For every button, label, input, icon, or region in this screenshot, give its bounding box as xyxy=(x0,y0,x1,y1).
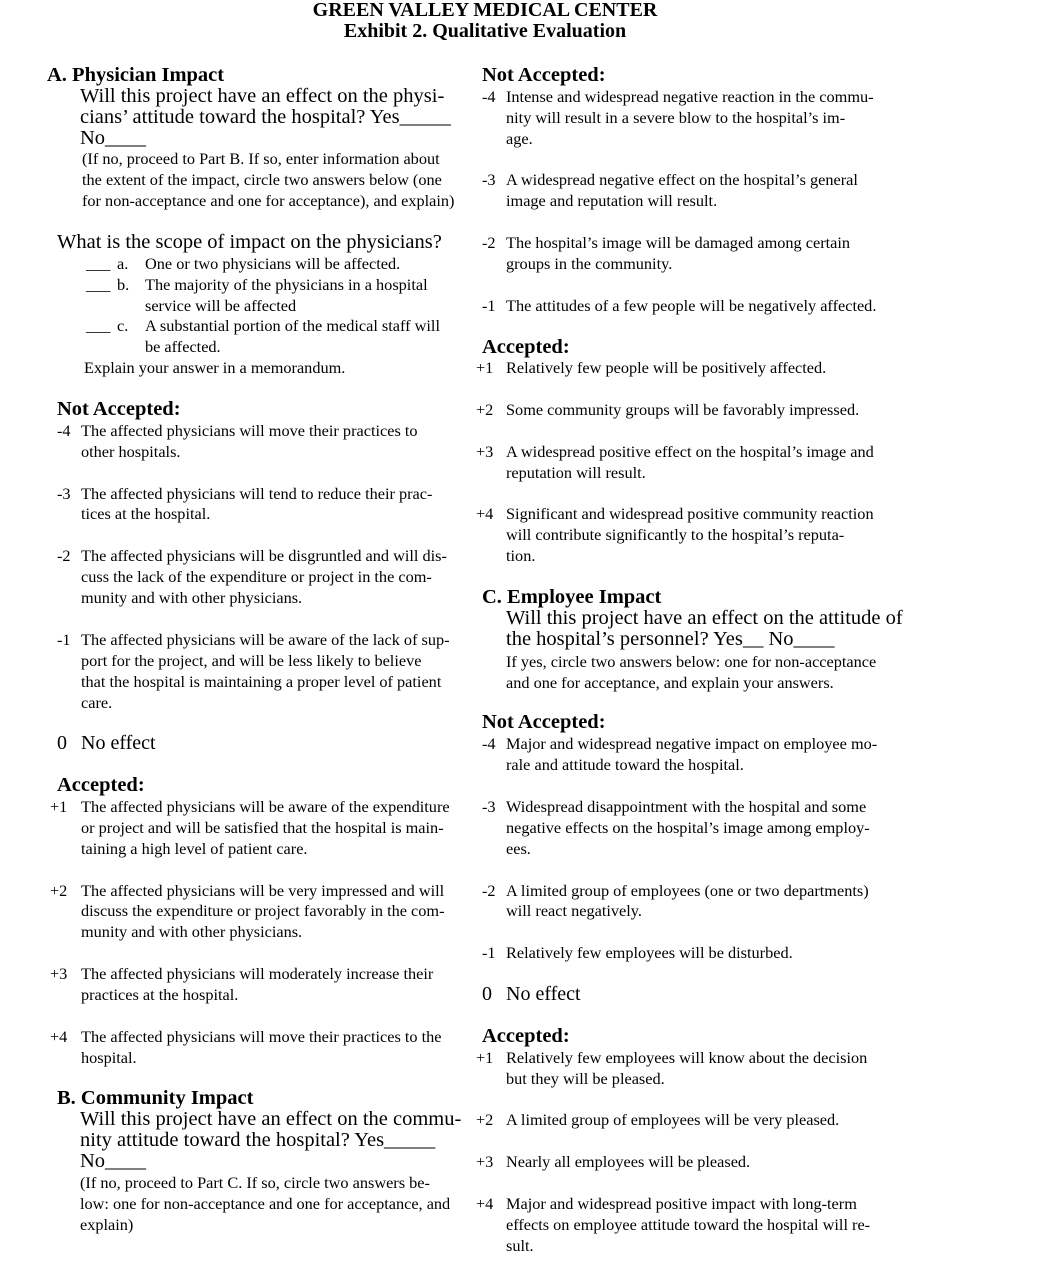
rating-text: munity and with other physicians. xyxy=(81,588,303,607)
rating-text: munity and with other physicians. xyxy=(81,922,303,941)
rating-text: care. xyxy=(81,693,113,712)
section-c-title: C. Employee Impact xyxy=(482,586,662,608)
rating-score: -4 xyxy=(482,734,496,753)
rating-score: -1 xyxy=(482,943,496,962)
rating-score: +2 xyxy=(476,1110,494,1129)
rating-text: The attitudes of a few people will be negatively affected. xyxy=(506,296,877,315)
scope-blank[interactable]: ___ xyxy=(86,254,111,273)
rating-text: other hospitals. xyxy=(81,442,181,461)
rating-text: Significant and widespread positive community reaction xyxy=(506,504,874,523)
section-c-instructions-line: If yes, circle two answers below: one for non-acceptance xyxy=(506,652,877,671)
section-b-question-line: nity attitude toward the hospital? Yes_____ xyxy=(80,1129,436,1151)
rating-score: -3 xyxy=(57,484,71,503)
rating-score: +2 xyxy=(50,881,68,900)
rating-text: Relatively few people will be positively affected. xyxy=(506,358,827,377)
rating-text: but they will be pleased. xyxy=(506,1069,665,1088)
document-title: GREEN VALLEY MEDICAL CENTER xyxy=(312,0,658,21)
rating-text: that the hospital is maintaining a proper level of patient xyxy=(81,672,442,691)
rating-score: +4 xyxy=(50,1027,68,1046)
section-b-title: B. Community Impact xyxy=(57,1087,254,1109)
rating-score: -3 xyxy=(482,170,496,189)
not-accepted-heading: Not Accepted: xyxy=(482,64,606,86)
rating-text: Major and widespread positive impact with long-term xyxy=(506,1194,857,1213)
rating-score: -2 xyxy=(57,546,71,565)
not-accepted-heading: Not Accepted: xyxy=(482,711,606,733)
rating-text: Nearly all employees will be pleased. xyxy=(506,1152,751,1171)
rating-text: The hospital’s image will be damaged among certain xyxy=(506,233,851,252)
rating-score: -4 xyxy=(482,87,496,106)
rating-text: Relatively few employees will know about the decision xyxy=(506,1048,868,1067)
rating-score: +3 xyxy=(476,442,494,461)
scope-text: A substantial portion of the medical staff will xyxy=(145,316,440,335)
scope-letter: a. xyxy=(117,254,129,273)
rating-score: -4 xyxy=(57,421,71,440)
rating-text: The affected physicians will be very impressed and will xyxy=(81,881,445,900)
rating-score: +2 xyxy=(476,400,494,419)
rating-score: 0 xyxy=(482,983,492,1005)
section-b-question-line: No____ xyxy=(80,1150,147,1172)
rating-score: +1 xyxy=(476,358,494,377)
rating-text: The affected physicians will be aware of the lack of sup- xyxy=(81,630,450,649)
rating-text: will react negatively. xyxy=(506,901,642,920)
rating-text: hospital. xyxy=(81,1048,137,1067)
rating-text: cuss the lack of the expenditure or project in the com- xyxy=(81,567,432,586)
rating-score: -1 xyxy=(57,630,71,649)
section-b-instructions-line: (If no, proceed to Part C. If so, circle two answers be- xyxy=(80,1173,430,1192)
explain-instruction: Explain your answer in a memorandum. xyxy=(84,358,346,377)
rating-text: No effect xyxy=(506,983,581,1005)
rating-score: -2 xyxy=(482,881,496,900)
rating-text: A limited group of employees will be very pleased. xyxy=(506,1110,840,1129)
rating-text: Widespread disappointment with the hospital and some xyxy=(506,797,867,816)
rating-text: sult. xyxy=(506,1236,534,1255)
rating-text: No effect xyxy=(81,732,156,754)
rating-text: The affected physicians will moderately increase their xyxy=(81,964,434,983)
rating-text: discuss the expenditure or project favorably in the com- xyxy=(81,901,445,920)
scope-text: be affected. xyxy=(145,337,221,356)
rating-text: will contribute significantly to the hospital’s reputa- xyxy=(506,525,845,544)
rating-score: -3 xyxy=(482,797,496,816)
section-c-question-line: Will this project have an effect on the attitude of xyxy=(506,607,903,629)
scope-text: One or two physicians will be affected. xyxy=(145,254,401,273)
rating-text: The affected physicians will be aware of the expenditure xyxy=(81,797,450,816)
rating-text: rale and attitude toward the hospital. xyxy=(506,755,744,774)
scope-blank[interactable]: ___ xyxy=(86,275,111,294)
rating-text: reputation will result. xyxy=(506,463,646,482)
rating-text: A widespread positive effect on the hospital’s image and xyxy=(506,442,874,461)
section-a-title: A. Physician Impact xyxy=(47,64,225,86)
scope-letter: b. xyxy=(117,275,130,294)
rating-score: 0 xyxy=(57,732,67,754)
rating-text: A limited group of employees (one or two departments) xyxy=(506,881,869,900)
section-b-instructions-line: explain) xyxy=(80,1215,134,1234)
section-a-instructions-line: the extent of the impact, circle two answers below (one xyxy=(82,170,442,189)
rating-text: Intense and widespread negative reaction in the commu- xyxy=(506,87,874,106)
rating-text: port for the project, and will be less likely to believe xyxy=(81,651,422,670)
section-a-question-line: cians’ attitude toward the hospital? Yes_____ xyxy=(80,106,451,128)
rating-text: taining a high level of patient care. xyxy=(81,839,308,858)
scope-text: service will be affected xyxy=(145,296,297,315)
rating-text: tices at the hospital. xyxy=(81,504,211,523)
rating-text: The affected physicians will be disgruntled and will dis- xyxy=(81,546,447,565)
rating-text: Relatively few employees will be disturbed. xyxy=(506,943,793,962)
rating-text: image and reputation will result. xyxy=(506,191,718,210)
section-a-question-line: Will this project have an effect on the physi- xyxy=(80,85,445,107)
rating-score: -1 xyxy=(482,296,496,315)
accepted-heading: Accepted: xyxy=(57,774,145,796)
rating-text: groups in the community. xyxy=(506,254,673,273)
accepted-heading: Accepted: xyxy=(482,1025,570,1047)
section-b-instructions-line: low: one for non-acceptance and one for acceptance, and xyxy=(80,1194,451,1213)
section-a-question-line: No____ xyxy=(80,127,147,149)
rating-score: +4 xyxy=(476,504,494,523)
rating-text: A widespread negative effect on the hospital’s general xyxy=(506,170,858,189)
rating-score: +1 xyxy=(50,797,68,816)
rating-text: The affected physicians will move their practices to the xyxy=(81,1027,442,1046)
section-a-instructions-line: for non-acceptance and one for acceptance), and explain) xyxy=(82,191,455,210)
rating-text: tion. xyxy=(506,546,536,565)
not-accepted-heading: Not Accepted: xyxy=(57,398,181,420)
section-b-question-line: Will this project have an effect on the commu- xyxy=(80,1108,462,1130)
scope-letter: c. xyxy=(117,316,129,335)
scope-question: What is the scope of impact on the physicians? xyxy=(57,231,442,253)
rating-text: ees. xyxy=(506,839,531,858)
section-a-instructions-line: (If no, proceed to Part B. If so, enter information about xyxy=(82,149,440,168)
rating-text: The affected physicians will move their practices to xyxy=(81,421,418,440)
rating-text: Some community groups will be favorably impressed. xyxy=(506,400,860,419)
rating-text: nity will result in a severe blow to the hospital’s im- xyxy=(506,108,846,127)
rating-text: The affected physicians will tend to reduce their prac- xyxy=(81,484,433,503)
rating-text: negative effects on the hospital’s image among employ- xyxy=(506,818,870,837)
rating-score: +3 xyxy=(476,1152,494,1171)
scope-text: The majority of the physicians in a hospital xyxy=(145,275,428,294)
rating-score: +3 xyxy=(50,964,68,983)
accepted-heading: Accepted: xyxy=(482,336,570,358)
rating-text: effects on employee attitude toward the hospital will re- xyxy=(506,1215,871,1234)
section-c-instructions-line: and one for acceptance, and explain your answers. xyxy=(506,673,834,692)
rating-text: Major and widespread negative impact on employee mo- xyxy=(506,734,878,753)
section-c-question-line: the hospital’s personnel? Yes__ No____ xyxy=(506,628,835,650)
rating-text: practices at the hospital. xyxy=(81,985,239,1004)
exhibit-title: Exhibit 2. Qualitative Evaluation xyxy=(343,20,627,42)
rating-text: age. xyxy=(506,129,533,148)
rating-score: +4 xyxy=(476,1194,494,1213)
scope-blank[interactable]: ___ xyxy=(86,316,111,335)
rating-score: -2 xyxy=(482,233,496,252)
rating-text: or project and will be satisfied that the hospital is main- xyxy=(81,818,444,837)
rating-score: +1 xyxy=(476,1048,494,1067)
